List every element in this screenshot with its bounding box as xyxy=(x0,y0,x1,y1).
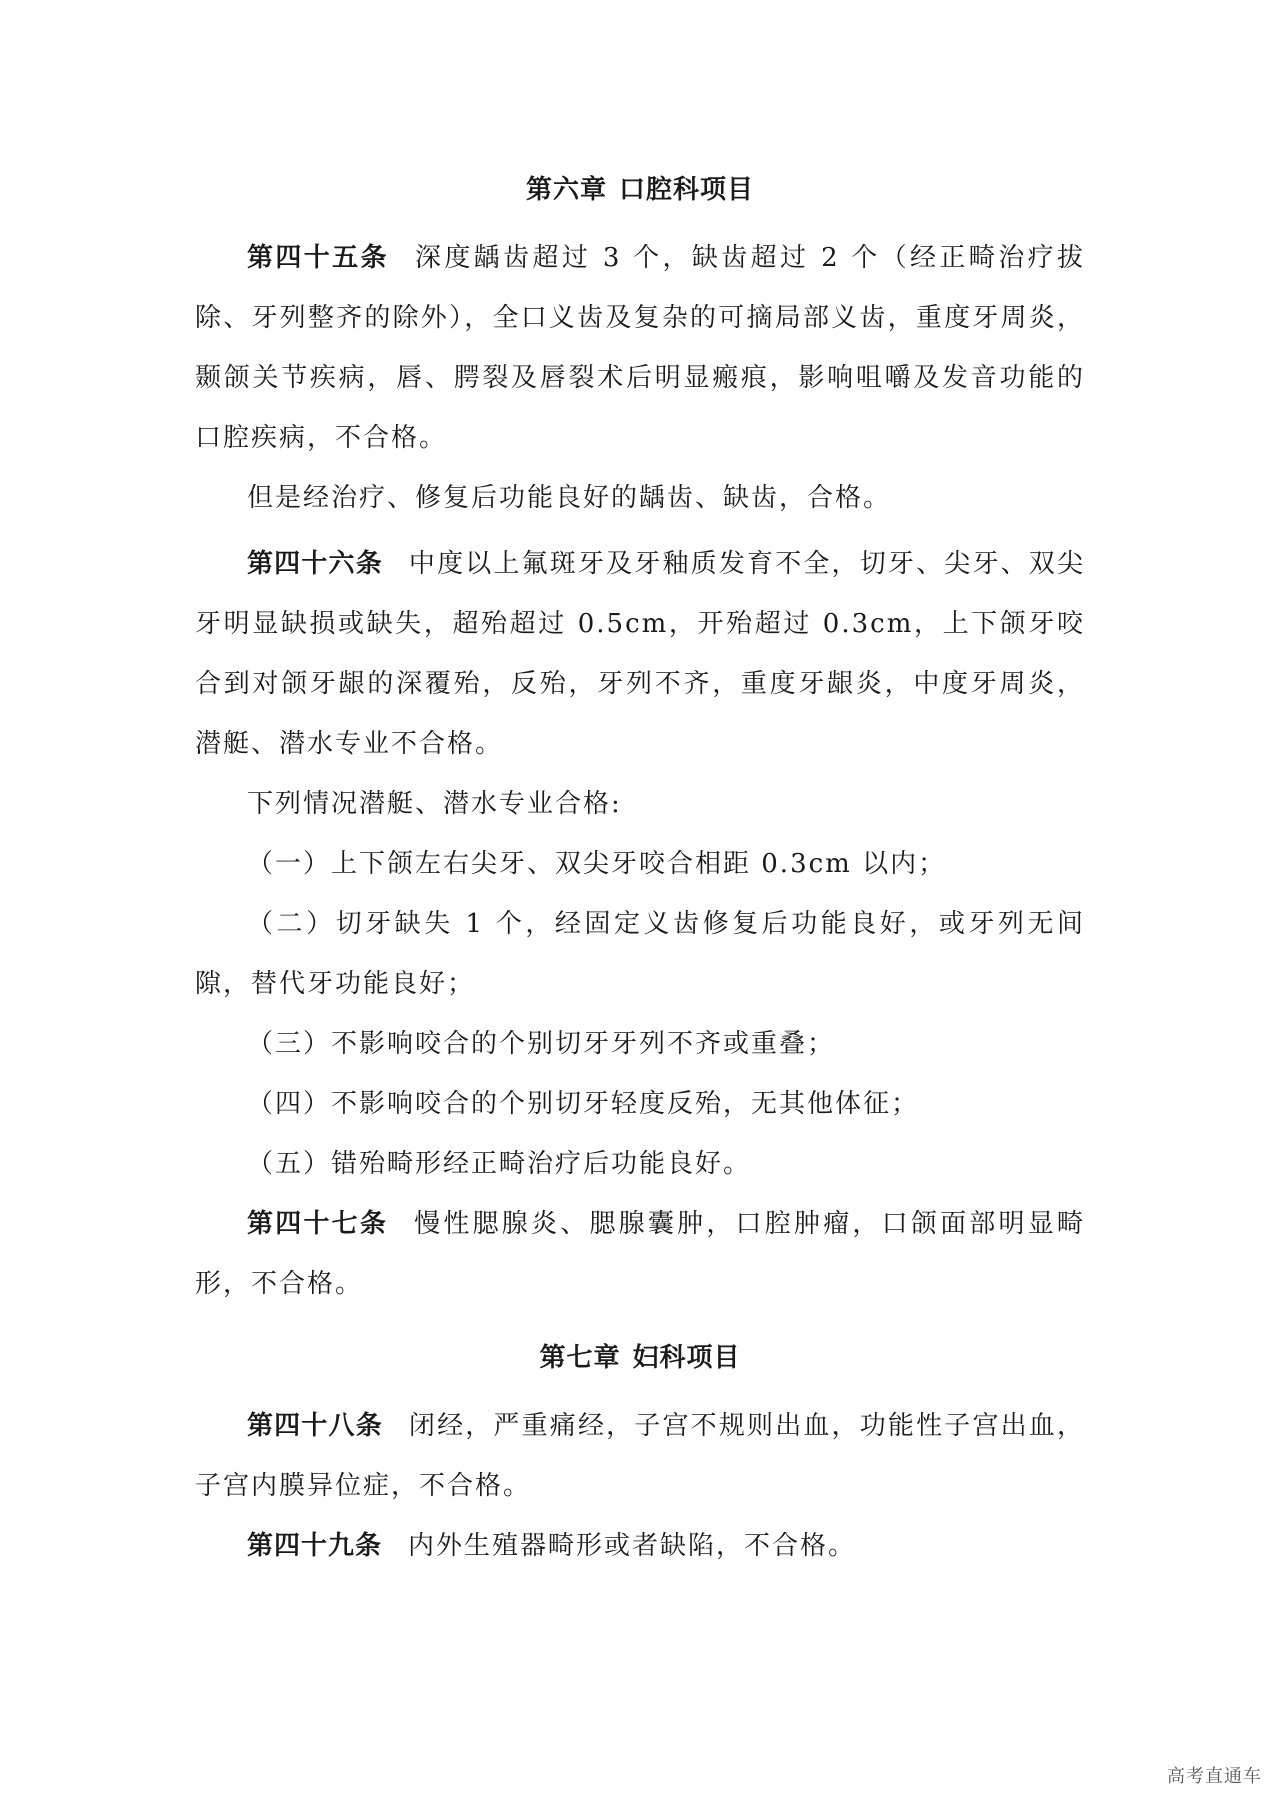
chapter-7-heading xyxy=(195,1338,1085,1378)
article-48-number: 第四十八条 xyxy=(247,1411,383,1441)
chapter-6-heading xyxy=(195,170,1085,210)
article-45 xyxy=(195,228,1085,468)
article-49-text: 内外生殖器畸形或者缺陷，不合格。 xyxy=(408,1531,857,1561)
article-46-item-1: （一）上下颌左右尖牙、双尖牙咬合相距 0.3cm 以内； xyxy=(247,849,947,879)
article-46-number: 第四十六条 xyxy=(247,549,383,579)
article-48-text: 闭经，严重痛经，子宫不规则出血，功能性子宫出血，子宫内膜异位症，不合格。 xyxy=(195,1411,1085,1501)
watermark: 高考直通车 xyxy=(1167,1766,1262,1787)
article-45-text: 深度龋齿超过 3 个，缺齿超过 2 个（经正畸治疗拔除、牙列整齐的除外），全口义齿及复杂的可摘局部义齿，重度牙周炎，颞颌关节疾病，唇、腭裂及唇裂术后明显瘢痕，影响咀嚼及发音功能的口腔疾病，不合格。 xyxy=(195,243,1085,453)
article-49-number: 第四十九条 xyxy=(247,1531,383,1561)
article-45-note: 但是经治疗、修复后功能良好的龋齿、缺齿，合格。 xyxy=(247,483,892,513)
article-46-item-2: （二）切牙缺失 1 个，经固定义齿修复后功能良好，或牙列无间隙，替代牙功能良好； xyxy=(195,909,1085,999)
article-47 xyxy=(195,1194,1085,1314)
article-46-item-4: （四）不影响咬合的个别切牙轻度反殆，无其他体征； xyxy=(247,1089,920,1119)
article-46 xyxy=(195,534,1085,774)
article-45-number: 第四十五条 xyxy=(247,243,389,273)
article-49 xyxy=(195,1516,1085,1576)
chapter-6-title: 口腔科项目 xyxy=(619,175,755,205)
article-46-intro: 下列情况潜艇、潜水专业合格: xyxy=(247,789,622,819)
chapter-6-label: 第六章 xyxy=(525,175,607,205)
document-page xyxy=(195,170,1085,1576)
chapter-7-title: 妇科项目 xyxy=(632,1343,741,1373)
article-46-text: 中度以上氟斑牙及牙釉质发育不全，切牙、尖牙、双尖牙明显缺损或缺失，超殆超过 0.5cm，开殆超过 0.3cm，上下颌牙咬合到对颌牙龈的深覆殆，反殆，牙列不齐，重度牙龈炎，中度牙周炎，潜艇、潜水专业不合格。 xyxy=(195,549,1085,759)
chapter-7-label: 第七章 xyxy=(539,1343,621,1373)
article-48 xyxy=(195,1396,1085,1516)
article-47-number: 第四十七条 xyxy=(247,1209,389,1239)
article-46-item-5: （五）错殆畸形经正畸治疗后功能良好。 xyxy=(247,1149,752,1179)
article-47-text: 慢性腮腺炎、腮腺囊肿，口腔肿瘤，口颌面部明显畸形，不合格。 xyxy=(195,1209,1085,1299)
article-46-item-3: （三）不影响咬合的个别切牙牙列不齐或重叠； xyxy=(247,1029,836,1059)
